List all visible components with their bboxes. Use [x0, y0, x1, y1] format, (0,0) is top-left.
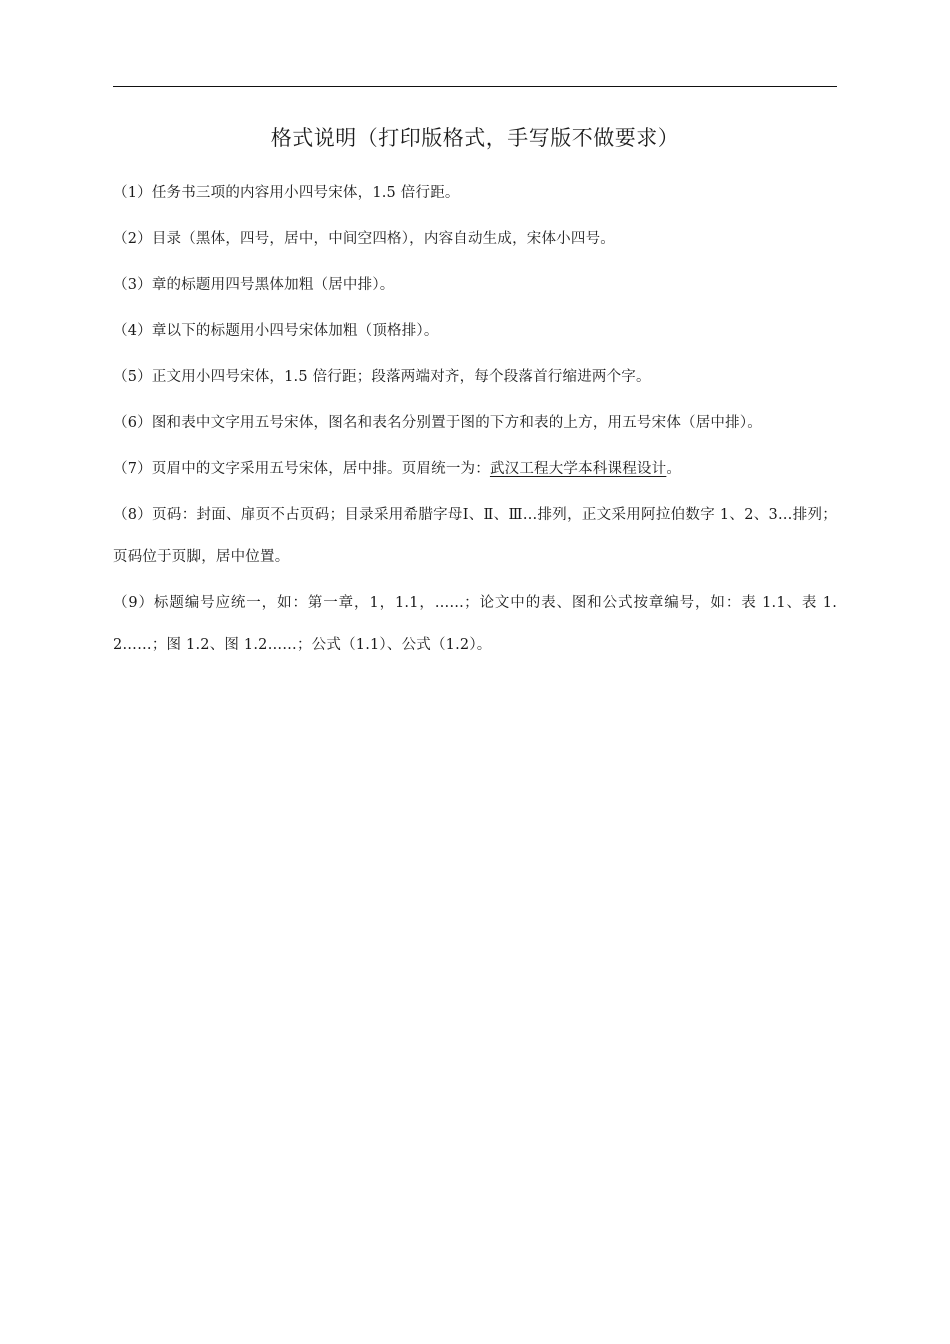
- item-number: （4）: [113, 323, 152, 339]
- header-text-link: 武汉工程大学本科课程设计: [489, 461, 667, 477]
- item-text: 目录（黑体，四号，居中，中间空四格），内容自动生成，宋体小四号。: [151, 231, 615, 247]
- item-text: 页眉中的文字采用五号宋体，居中排。页眉统一为：: [151, 461, 490, 477]
- item-number: （6）: [113, 415, 152, 431]
- item-text: 正文用小四号宋体，1.5 倍行距；段落两端对齐，每个段落首行缩进两个字。: [151, 369, 651, 385]
- list-item: [113, 264, 837, 306]
- header-rule: [113, 86, 837, 87]
- item-text: 章的标题用四号黑体加粗（居中排）。: [151, 277, 395, 293]
- item-text: 页码：封面、扉页不占页码；目录采用希腊字母Ⅰ、Ⅱ、Ⅲ…排列，正文采用阿拉伯数字 1、2、3…排列；页码位于页脚，居中位置。: [113, 507, 838, 565]
- item-text: 标题编号应统一，如：第一章，1，1.1，……；论文中的表、图和公式按章编号，如：表 1.1、表 1.2……；图 1.2、图 1.2……；公式（1.1）、公式（1.2）。: [113, 595, 837, 653]
- item-number: （5）: [113, 369, 152, 385]
- item-text: 图和表中文字用五号宋体，图名和表名分别置于图的下方和表的上方，用五号宋体（居中排）。: [151, 415, 762, 431]
- item-text: 章以下的标题用小四号宋体加粗（顶格排）。: [151, 323, 439, 339]
- item-text: 任务书三项的内容用小四号宋体，1.5 倍行距。: [151, 185, 460, 201]
- item-number: （8）: [113, 507, 153, 523]
- list-item: [113, 172, 837, 214]
- item-number: （3）: [113, 277, 152, 293]
- page-title: 格式说明（打印版格式，手写版不做要求）: [270, 126, 680, 150]
- list-item: [113, 402, 837, 444]
- list-item: [113, 494, 837, 578]
- format-rules-list: [113, 172, 837, 670]
- item-number: （7）: [113, 461, 152, 477]
- item-suffix: 。: [666, 461, 682, 477]
- list-item: [113, 448, 837, 490]
- item-number: （2）: [113, 231, 152, 247]
- list-item: [113, 582, 837, 666]
- item-number: （1）: [113, 185, 152, 201]
- list-item: [113, 310, 837, 352]
- item-number: （9）: [113, 595, 154, 611]
- list-item: [113, 356, 837, 398]
- list-item: [113, 218, 837, 260]
